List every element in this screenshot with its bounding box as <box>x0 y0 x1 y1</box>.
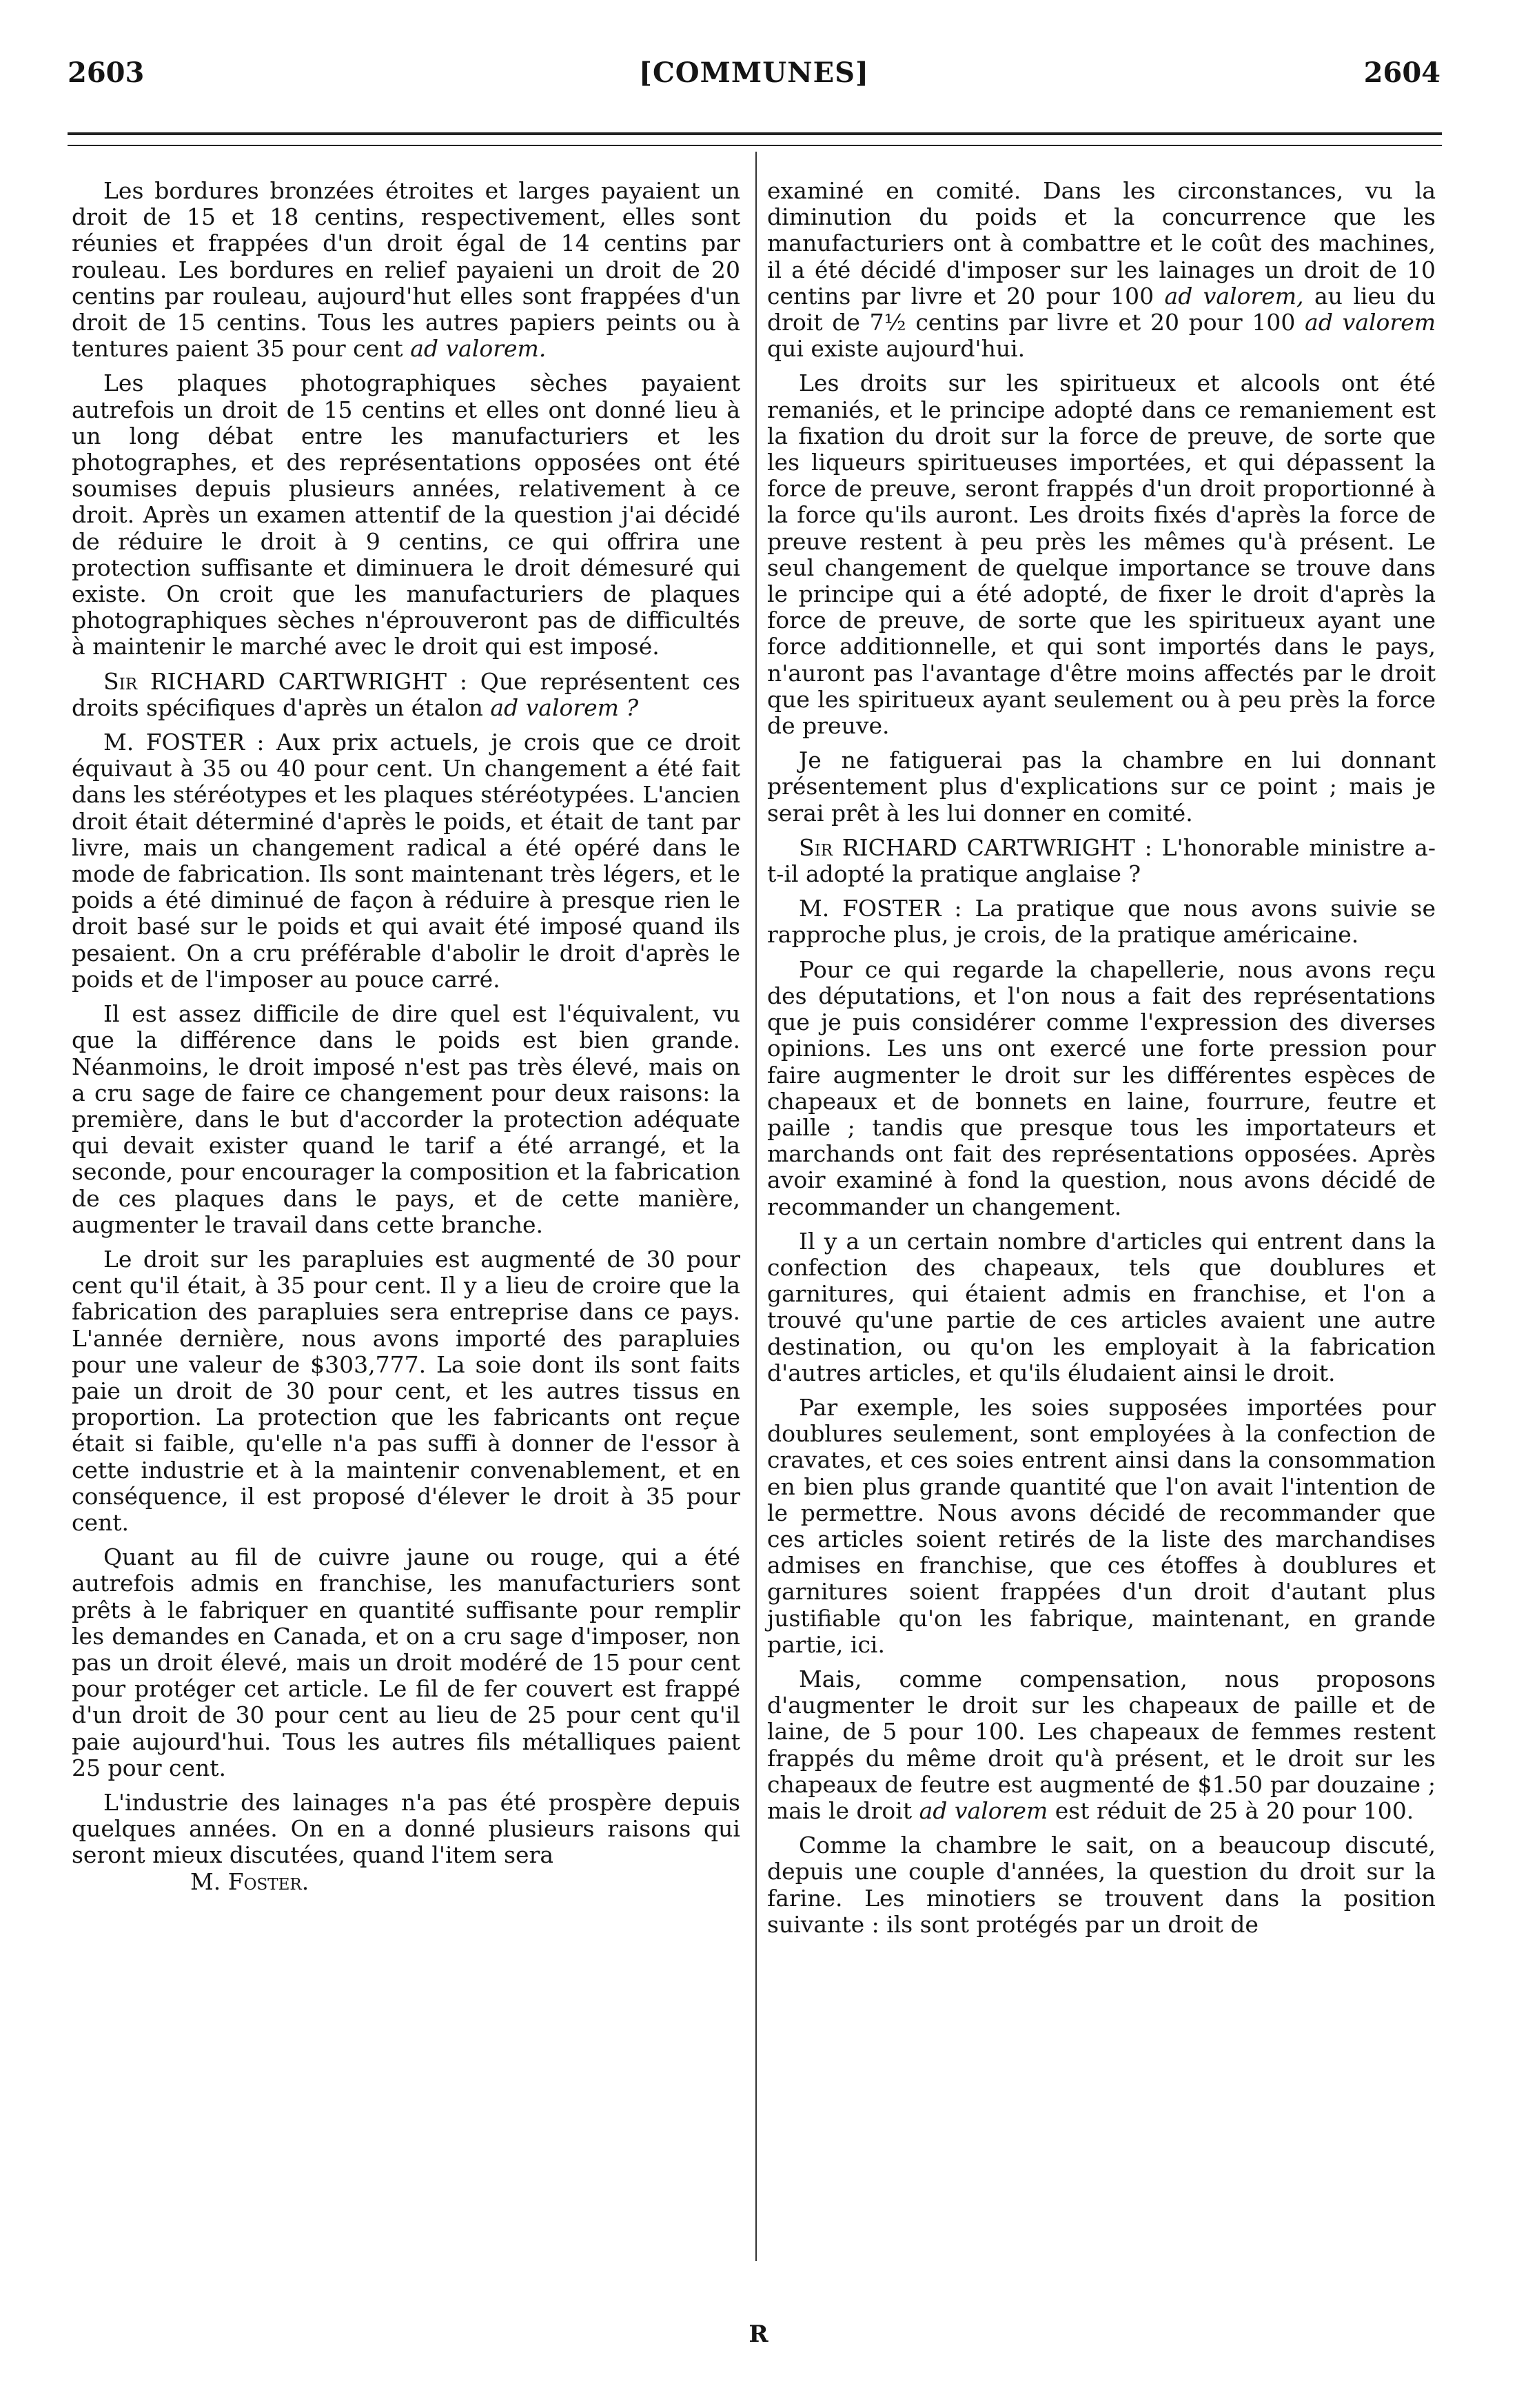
paragraph: L'industrie des lainages n'a pas été prospère depuis quelques années. On en a donné plusieurs raisons qui seront mieux discutées, quand l'item sera <box>72 1788 740 1869</box>
speaker-name: M. FOSTER : <box>799 895 962 922</box>
paragraph: Je ne fatiguerai pas la chambre en lui donnant présentement plus d'explications sur ce point ; mais je serai prêt à les lui donner en comité. <box>767 747 1436 827</box>
page-header <box>68 57 1440 98</box>
signature-mark: R <box>749 2320 768 2348</box>
left-column <box>72 178 740 1903</box>
paragraph: Il y a un certain nombre d'articles qui entrent dans la confection des chapeaux, tels que doublures et garnitures, qui étaient admis en franchise, et l'on a trouvé qu'une partie de ces articles avaient une autre destination, ou qu'on les employait à la fabrication d'autres articles, et qu'ils éludaient ainsi le droit. <box>767 1227 1436 1386</box>
paragraph: Comme la chambre le sait, on a beaucoup discuté, depuis une couple d'années, la question du droit sur la farine. Les minotiers se trouvent dans la position suivante : ils sont protégés par un droit de <box>767 1832 1436 1938</box>
column-divider <box>755 152 757 2261</box>
paragraph: M. FOSTER : Aux prix actuels, je crois que ce droit équivaut à 35 ou 40 pour cent. Un changement a été fait dans les stéréotypes et les plaques stéréotypées. L'ancien droit était déterminé d'après le poids, et était de tant par livre, mais un changement radical a été opéré dans le mode de fabrication. Ils sont maintenant très légers, et le poids a été diminué de façon à réduire à presque rien le droit basé sur le poids et qui avait été imposé quand ils pesaient. On a cru préférable d'abolir le droit d'après le poids et de l'imposer au pouce carré. <box>72 729 740 993</box>
paragraph: Les plaques photographiques sèches payaient autrefois un droit de 15 centins et elles ont donné lieu à un long débat entre les manufacturiers et les photographes, et des représentations opposées ont été soumises depuis plusieurs années, relativement à ce droit. Après un examen attentif de la question j'ai décidé de réduire le droit à 9 centins, ce qui offrira une protection suffisante et diminuera le droit démesuré qui existe. On croit que les manufacturiers de plaques photographiques sèches n'éprouveront pas de difficultés à maintenir le marché avec le droit qui est imposé. <box>72 370 740 660</box>
left-page-number: 2603 <box>68 57 145 89</box>
paragraph: Les droits sur les spiritueux et alcools ont été remaniés, et le principe adopté dans ce remaniement est la fixation du droit sur la force de preuve, de sorte que les liqueurs spiritueuses importées, et qui dépassent la force de preuve, seront frappés d'un droit proportionné à la force qu'ils auront. Les droits fixés d'après la force de preuve restent à peu près les mêmes qu'à présent. Le seul changement de quelque importance se trouve dans le principe qui a été adopté, de fixer le droit d'après la force de preuve, de sorte que les spiritueux ayant une force additionnelle, et qui sont importés dans le pays, n'auront pas l'avantage d'être moins affectés par le droit que les spiritueux ayant seulement ou à peu près la force de preuve. <box>767 370 1436 740</box>
header-rule-thick <box>68 132 1442 135</box>
speaker-name: Sir RICHARD CARTWRIGHT : <box>799 833 1152 861</box>
header-rule-thin <box>68 145 1442 146</box>
right-column <box>767 178 1436 1946</box>
paragraph: Par exemple, les soies supposées importées pour doublures seulement, sont employées à la confection de cravates, et ces soies entrent ainsi dans la consommation en bien plus grande quantité que l'on avait l'intention de le permettre. Nous avons décidé de recommander que ces articles soient retirés de la liste des marchandises admises en franchise, que ces étoffes à doublures et garnitures soient frappées d'un droit d'autant plus justifiable qu'on les fabrique, maintenant, en grande partie, ici. <box>767 1393 1436 1658</box>
running-head-title: [COMMUNES] <box>639 57 869 89</box>
paragraph: Il est assez difficile de dire quel est l'équivalent, vu que la différence dans le poids est bien grande. Néanmoins, le droit imposé n'est pas très élevé, mais on a cru sage de faire ce changement pour deux raisons: la première, dans le but d'accorder la protection adéquate qui devait exister quand le tarif a été arrangé, et la seconde, pour encourager la composition et la fabrication de ces plaques dans le pays, et de cette manière, augmenter le travail dans cette branche. <box>72 1000 740 1238</box>
paragraph: Le droit sur les parapluies est augmenté de 30 pour cent qu'il était, à 35 pour cent. Il y a lieu de croire que la fabrication des parapluies sera entreprise dans ce pays. L'année dernière, nous avons importé des parapluies pour une valeur de $303,777. La soie dont ils sont faits paie un droit de 30 pour cent, et les autres tissus en proportion. La protection que les fabricants ont reçue était si faible, qu'elle n'a pas suffi à donner de l'essor à cette industrie et à la maintenir convenablement, et en conséquence, il est proposé d'élever le droit à 35 pour cent. <box>72 1245 740 1536</box>
paragraph: M. FOSTER : La pratique que nous avons suivie se rapproche plus, je crois, de la pratique américaine. <box>767 895 1436 949</box>
speaker-signature: M. Foster. <box>190 1868 309 1895</box>
paragraph: Les bordures bronzées étroites et larges payaient un droit de 15 et 18 centins, respectivement, elles sont réunies et frappées d'un droit égal de 14 centins par rouleau. Les bordures en relief payaieni un droit de 20 centins par rouleau, aujourd'hut elles sont frappées d'un droit de 15 centins. Tous les autres papiers peints ou à tentures paient 35 pour cent ad valorem. <box>72 177 740 363</box>
right-page-number: 2604 <box>1363 57 1440 89</box>
paragraph: Mais, comme compensation, nous proposons d'augmenter le droit sur les chapeaux de paille et de laine, de 5 pour 100. Les chapeaux de femmes restent frappés du même droit qu'à présent, et le droit sur les chapeaux de feutre est augmenté de $1.50 par douzaine ; mais le droit ad valorem est réduit de 25 à 20 pour 100. <box>767 1665 1436 1824</box>
paragraph: Quant au fil de cuivre jaune ou rouge, qui a été autrefois admis en franchise, les manufacturiers sont prêts à le fabriquer en quantité suffisante pour remplir les demandes en Canada, et on a cru sage d'imposer, non pas un droit élevé, mais un droit modéré de 15 pour cent pour protéger cet article. Le fil de fer couvert est frappé d'un droit de 30 pour cent au lieu de 25 pour cent qu'il paie aujourd'hui. Tous les autres fils métalliques paient 25 pour cent. <box>72 1544 740 1781</box>
paragraph: Pour ce qui regarde la chapellerie, nous avons reçu des députations, et l'on nous a fait des représentations que je puis considérer comme l'expression des diverses opinions. Les uns ont exercé une forte pression pour faire augmenter le droit sur les différentes espèces de chapeaux et de bonnets en laine, fourrure, feutre et paille ; tandis que presque tous les importateurs et marchands ont fait des représentations opposées. Après avoir examiné à fond la question, nous avons décidé de recommander un changement. <box>767 955 1436 1220</box>
speaker-name: Sir RICHARD CARTWRIGHT : <box>103 667 467 695</box>
paragraph: Sir RICHARD CARTWRIGHT : Que représentent ces droits spécifiques d'après un étalon ad valorem ? <box>72 667 740 721</box>
paragraph: examiné en comité. Dans les circonstances, vu la diminution du poids et la concurrence que les manufacturiers ont à combattre et le coût des machines, il a été décidé d'imposer sur les lainages un droit de 10 centins par livre et 20 pour 100 ad valorem, au lieu du droit de 7½ centins par livre et 20 pour 100 ad valorem qui existe aujourd'hui. <box>767 177 1436 363</box>
speaker-name: M. FOSTER : <box>103 729 265 756</box>
paragraph: Sir RICHARD CARTWRIGHT : L'honorable ministre a-t-il adopté la pratique anglaise ? <box>767 833 1436 888</box>
